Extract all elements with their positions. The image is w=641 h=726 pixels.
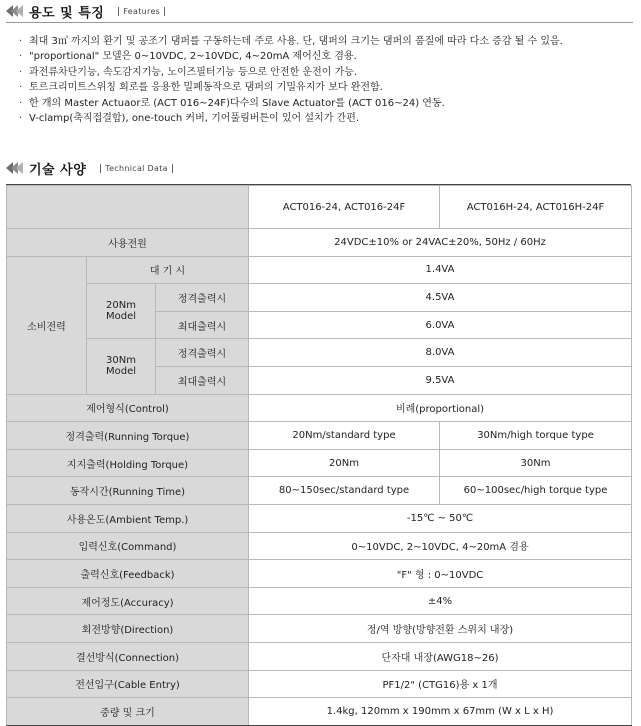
row-value: 정/역 방향(방향전환 스위치 내장) bbox=[249, 615, 632, 643]
row-label: 사용전원 bbox=[7, 229, 249, 257]
row-sublabel: 정격출력시 bbox=[156, 339, 249, 367]
row-value: 1.4kg, 120mm x 190mm x 67mm (W x L x H) bbox=[249, 698, 632, 726]
table-row bbox=[7, 477, 632, 505]
table-row bbox=[7, 422, 632, 450]
table-row bbox=[7, 284, 632, 312]
row-label: 출력신호(Feedback) bbox=[7, 560, 249, 588]
table-row bbox=[7, 615, 632, 643]
feature-item: · "proportional" 모델은 0~10VDC, 2~10VDC, 4~20mA 제어신호 겸용. bbox=[29, 49, 563, 64]
row-label: 소비전력 bbox=[7, 256, 87, 394]
row-label: 중량 및 크기 bbox=[7, 698, 249, 726]
table-row bbox=[7, 449, 632, 477]
column-header-standard: ACT016-24, ACT016-24F bbox=[249, 186, 440, 229]
row-value: 4.5VA bbox=[249, 284, 632, 312]
row-value: 24VDC±10% or 24VAC±20%, 50Hz / 60Hz bbox=[249, 229, 632, 257]
features-header bbox=[6, 2, 169, 20]
row-value: 30Nm/high torque type bbox=[440, 422, 632, 450]
column-header-high-torque: ACT016H-24, ACT016H-24F bbox=[440, 186, 632, 229]
row-label: 회전방향(Direction) bbox=[7, 615, 249, 643]
row-value: 9.5VA bbox=[249, 366, 632, 394]
row-label: 입력신호(Command) bbox=[7, 532, 249, 560]
row-label: 동작시간(Running Time) bbox=[7, 477, 249, 505]
features-divider bbox=[6, 22, 633, 23]
model-label: 20Nm Model bbox=[87, 284, 156, 339]
row-label: 정격출력(Running Torque) bbox=[7, 422, 249, 450]
table-row bbox=[7, 587, 632, 615]
table-row bbox=[7, 229, 632, 257]
row-sublabel: 대 기 시 bbox=[87, 256, 249, 284]
row-label: 지지출력(Holding Torque) bbox=[7, 449, 249, 477]
tech-header bbox=[6, 159, 177, 177]
tech-subtitle: Technical Data bbox=[96, 164, 177, 173]
feature-item: · 한 개의 Master Actuaor로 (ACT 016~24F)다수의 Slave Actuator를 (ACT 016~24) 연동. bbox=[29, 96, 563, 111]
row-value: -15℃ ~ 50℃ bbox=[249, 504, 632, 532]
table-row bbox=[7, 642, 632, 670]
table-row bbox=[7, 560, 632, 588]
model-label: 30Nm Model bbox=[87, 339, 156, 394]
chevron-left-icon bbox=[6, 162, 21, 174]
row-value: 8.0VA bbox=[249, 339, 632, 367]
row-sublabel: 정격출력시 bbox=[156, 284, 249, 312]
table-row bbox=[7, 670, 632, 698]
row-value: ±4% bbox=[249, 587, 632, 615]
feature-item: · 토르크리미트스위칭 회로를 응용한 밀폐동작으로 댐퍼의 기밀유지가 보다 완전함. bbox=[29, 80, 563, 95]
table-header-row bbox=[7, 186, 632, 229]
row-label: 사용온도(Ambient Temp.) bbox=[7, 504, 249, 532]
row-sublabel: 최대출력시 bbox=[156, 366, 249, 394]
table-row bbox=[7, 504, 632, 532]
row-label: 제어형식(Control) bbox=[7, 394, 249, 422]
features-subtitle: Features bbox=[114, 7, 169, 16]
row-label: 제어정도(Accuracy) bbox=[7, 587, 249, 615]
row-value: 30Nm bbox=[440, 449, 632, 477]
table-row bbox=[7, 394, 632, 422]
table-row bbox=[7, 256, 632, 284]
table-row bbox=[7, 532, 632, 560]
row-value: 80~150sec/standard type bbox=[249, 477, 440, 505]
row-value: 1.4VA bbox=[249, 256, 632, 284]
table-row bbox=[7, 698, 632, 726]
table-row bbox=[7, 339, 632, 367]
row-label: 전선입구(Cable Entry) bbox=[7, 670, 249, 698]
row-label: 결선방식(Connection) bbox=[7, 642, 249, 670]
header-blank bbox=[7, 186, 249, 229]
row-sublabel: 최대출력시 bbox=[156, 311, 249, 339]
row-value: PF1/2" (CTG16)용 x 1개 bbox=[249, 670, 632, 698]
row-value: 단자대 내장(AWG18~26) bbox=[249, 642, 632, 670]
feature-item: · 과전류차단기능, 속도감지기능, 노이즈필터기능 등으로 안전한 운전이 가능. bbox=[29, 65, 563, 80]
row-value: 비례(proportional) bbox=[249, 394, 632, 422]
row-value: 20Nm bbox=[249, 449, 440, 477]
row-value: 60~100sec/high torque type bbox=[440, 477, 632, 505]
row-value: "F" 형 : 0~10VDC bbox=[249, 560, 632, 588]
spec-table bbox=[6, 185, 632, 726]
features-title: 용도 및 특징 bbox=[29, 5, 105, 21]
features-list bbox=[29, 34, 563, 126]
feature-item: · V-clamp(축직접결합), one-touch 커버, 기어풀림버튼이 있어 설치가 간편. bbox=[29, 111, 563, 126]
tech-title: 기술 사양 bbox=[29, 162, 87, 178]
row-value: 20Nm/standard type bbox=[249, 422, 440, 450]
chevron-left-icon bbox=[6, 5, 21, 17]
row-value: 6.0VA bbox=[249, 311, 632, 339]
row-value: 0~10VDC, 2~10VDC, 4~20mA 겸용 bbox=[249, 532, 632, 560]
feature-item: · 최대 3㎥ 까지의 환기 및 공조기 댐퍼를 구동하는데 주로 사용. 단, 댐퍼의 크기는 댐퍼의 품질에 따라 다소 증감 될 수 있음. bbox=[29, 34, 563, 49]
